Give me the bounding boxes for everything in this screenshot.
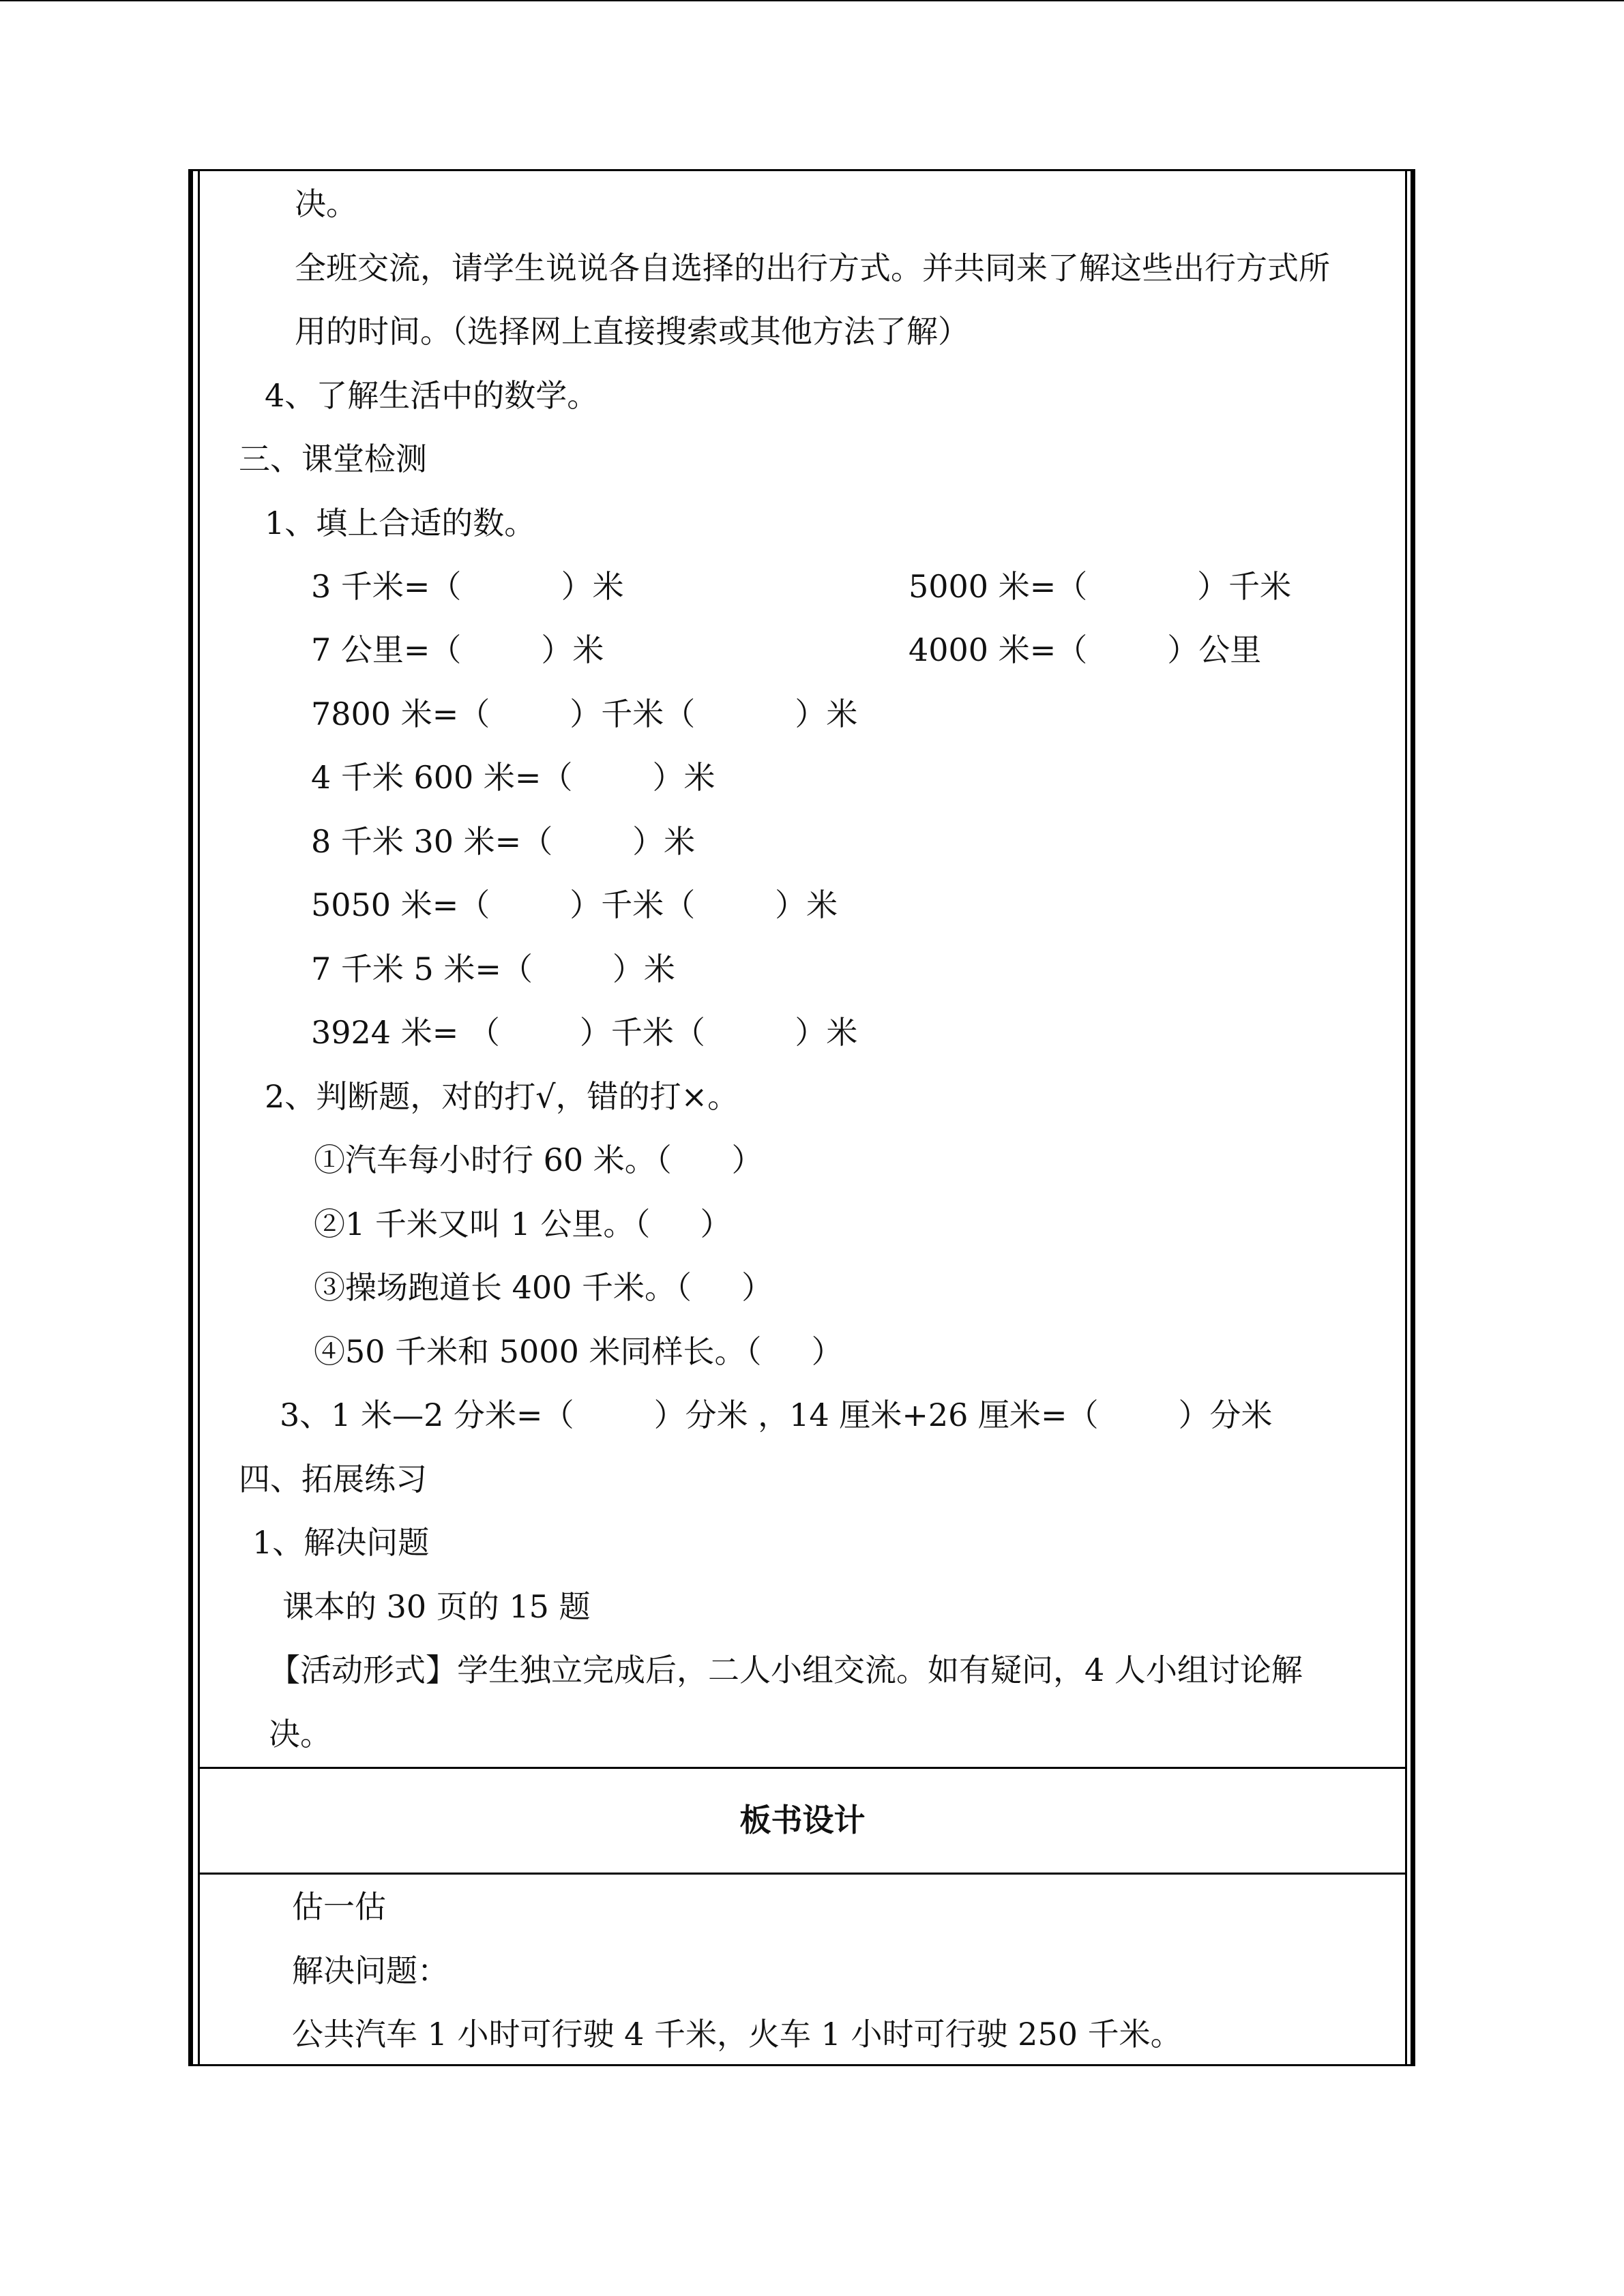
fill-item: 7 千米 5 米=（ ）米 [311, 951, 675, 987]
judge-item: ④50 千米和 5000 米同样长。（ ） [314, 1333, 843, 1370]
table-left-border-outer [188, 169, 193, 2066]
judge-item: ①汽车每小时行 60 米。（ ） [314, 1142, 763, 1178]
fill-item: 7 公里=（ ）米 [311, 631, 604, 668]
page-top-border [0, 0, 1624, 1]
board-design-header: 板书设计 [739, 1802, 866, 1838]
fill-item: 7800 米=（ ）千米（ ）米 [311, 696, 858, 732]
section-heading: 四、拓展练习 [239, 1461, 427, 1497]
board-line: 公共汽车 1 小时可行驶 4 千米，火车 1 小时可行驶 250 千米。 [292, 2016, 1182, 2053]
text-line: 【活动形式】学生独立完成后，二人小组交流。如有疑问，4 人小组讨论解 [269, 1652, 1303, 1688]
header-row-top-rule [198, 1767, 1407, 1769]
table-left-border-inner [198, 169, 200, 2066]
section-heading: 三、课堂检测 [239, 441, 427, 477]
judge-item: ③操场跑道长 400 千米。（ ） [314, 1269, 773, 1306]
table-top-border [188, 169, 1415, 171]
question-title: 2、判断题，对的打√，错的打×。 [265, 1078, 739, 1115]
table-bottom-border [188, 2064, 1415, 2066]
text-line: 用的时间。（选择网上直接搜索或其他方法了解） [295, 313, 969, 350]
judge-item: ②1 千米又叫 1 公里。（ ） [314, 1206, 732, 1242]
board-line: 估一估 [292, 1888, 386, 1925]
question-title: 3、1 米—2 分米=（ ）分米 ，14 厘米+26 厘米=（ ）分米 [280, 1397, 1273, 1433]
text-line: 课本的 30 页的 15 题 [282, 1588, 591, 1625]
table-right-border-inner [1405, 169, 1407, 2066]
board-line: 解决问题： [292, 1952, 449, 1989]
fill-item: 5050 米=（ ）千米（ ）米 [311, 886, 838, 923]
fill-item: 3 千米=（ ）米 [311, 568, 624, 605]
text-line: 4、了解生活中的数学。 [265, 377, 599, 414]
question-title: 1、解决问题 [252, 1524, 430, 1561]
header-row-bottom-rule [198, 1873, 1407, 1875]
question-title: 1、填上合适的数。 [265, 505, 536, 541]
text-line: 决。 [295, 185, 357, 222]
text-line: 全班交流，请学生说说各自选择的出行方式。并共同来了解这些出行方式所 [295, 250, 1330, 286]
table-right-border-outer [1411, 169, 1415, 2066]
fill-item: 4 千米 600 米=（ ）米 [311, 759, 715, 796]
text-line: 决。 [269, 1716, 331, 1753]
fill-item: 5000 米=（ ）千米 [909, 568, 1292, 605]
fill-item: 4000 米=（ ）公里 [909, 631, 1262, 668]
fill-item: 3924 米= （ ）千米（ ）米 [311, 1014, 858, 1051]
fill-item: 8 千米 30 米=（ ）米 [311, 823, 696, 860]
